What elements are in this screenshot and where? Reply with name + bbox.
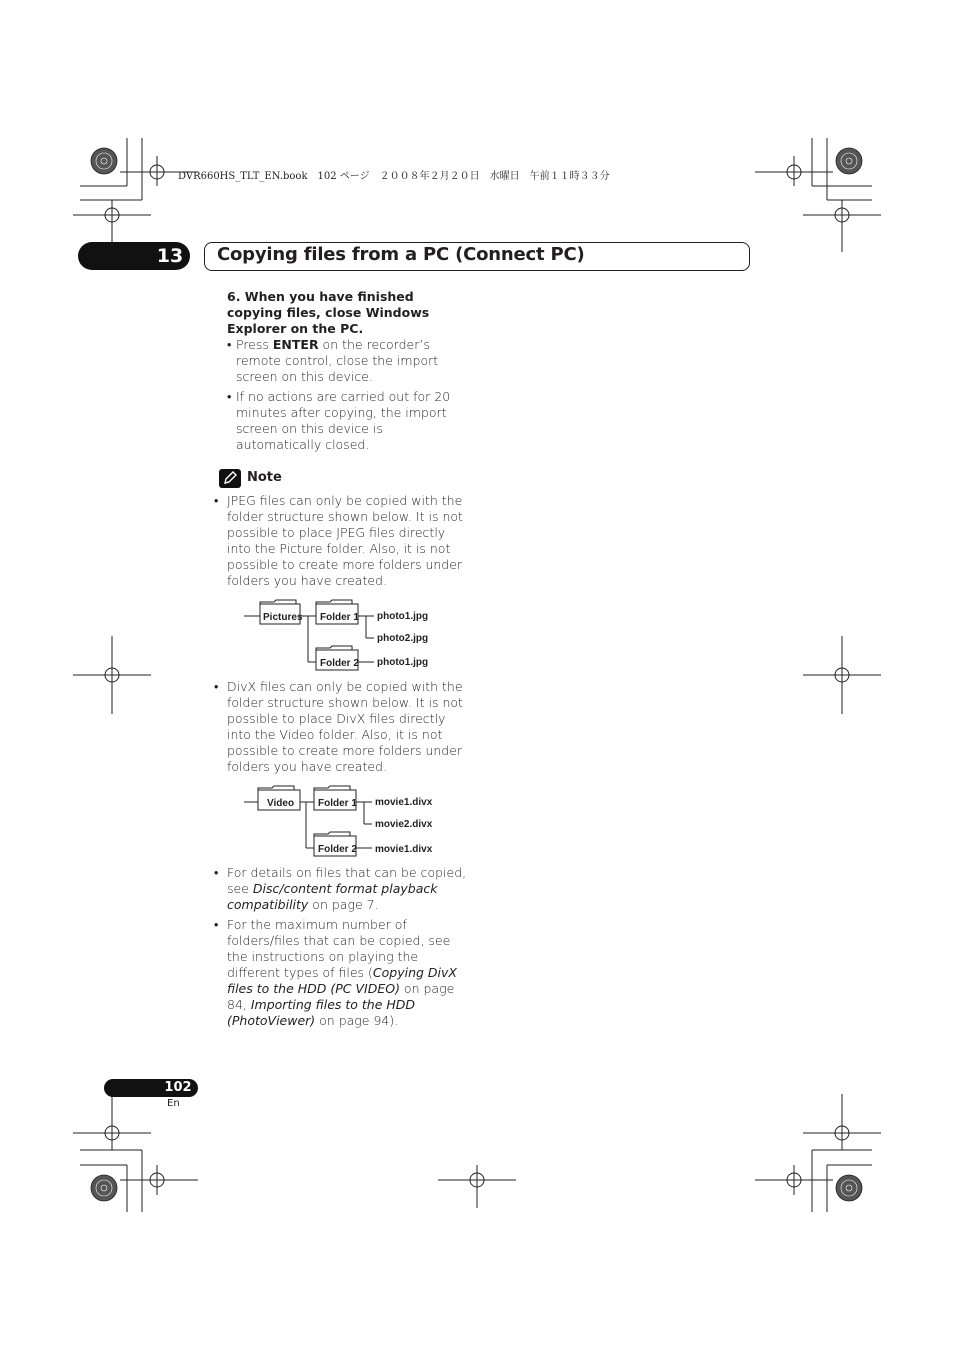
format-compatibility-reference: Disc/content format playback compatibility (227, 881, 438, 912)
jpeg-folder-2: Folder 2 (320, 658, 359, 669)
chapter-title: Copying files from a PC (Connect PC) (217, 244, 585, 265)
jpeg-folder2-file-1: photo1.jpg (377, 657, 429, 668)
step-heading: 6. When you have finished copying files, close Windows Explorer on the PC. (227, 289, 430, 336)
note-label: Note (247, 470, 282, 485)
divx-root-folder: Video (267, 798, 295, 809)
jpeg-folder1-file-2: photo2.jpg (377, 633, 429, 644)
note-jpeg-bullet: • JPEG files can only be copied with the folder structure shown below. It is not possible to place JPEG files directly into the Picture folder. Also, it is not possible to create more folders under folders you have created. (214, 493, 463, 588)
step-bullet-enter: • Press ENTER on the recorder’s remote control, close the import screen on this device. (227, 337, 439, 384)
jpeg-folder-1: Folder 1 (320, 612, 359, 623)
divx-folder-tree (240, 784, 440, 860)
note-details-bullet: • For details on files that can be copied, see Disc/content format playback compatibility on page 7. (214, 865, 467, 912)
step-bullet-timeout: • If no actions are carried out for 20 minutes after copying, the import screen on this device is automatically closed. (227, 389, 451, 452)
jpeg-folder-tree (240, 598, 440, 674)
photoviewer-import-reference: Importing files to the HDD (PhotoViewer) (227, 997, 416, 1028)
pencil-icon (219, 469, 241, 488)
jpeg-folder1-file-1: photo1.jpg (377, 611, 429, 622)
divx-copy-reference: Copying DivX files to the HDD (PC VIDEO) (227, 965, 457, 996)
divx-folder-1: Folder 1 (318, 798, 357, 809)
divx-folder-2: Folder 2 (318, 844, 357, 855)
enter-key-label: ENTER (272, 337, 319, 352)
divx-folder1-file-2: movie2.divx (375, 819, 433, 830)
chapter-number: 13 (156, 245, 184, 267)
note-maximum-bullet: • For the maximum number of folders/files that can be copied, see the instructions on playing the different types of files (Copying DivX files to the HDD (PC VIDEO) on page 84, Importing files to the HDD (PhotoViewer) on page 94). (214, 917, 457, 1028)
book-info-header: DVR660HS_TLT_EN.book 102 ページ ２００８年２月２０日 水曜日 午前１１時３３分 (178, 171, 610, 182)
page-language: En (167, 1098, 180, 1109)
divx-folder1-file-1: movie1.divx (375, 797, 433, 808)
jpeg-root-folder: Pictures (263, 612, 303, 623)
divx-folder2-file-1: movie1.divx (375, 844, 433, 855)
note-divx-bullet: • DivX files can only be copied with the folder structure shown below. It is not possible to place DivX files directly into the Video folder. Also, it is not possible to create more folders under folders you have created. (214, 679, 463, 774)
page-number: 102 (164, 1080, 192, 1095)
